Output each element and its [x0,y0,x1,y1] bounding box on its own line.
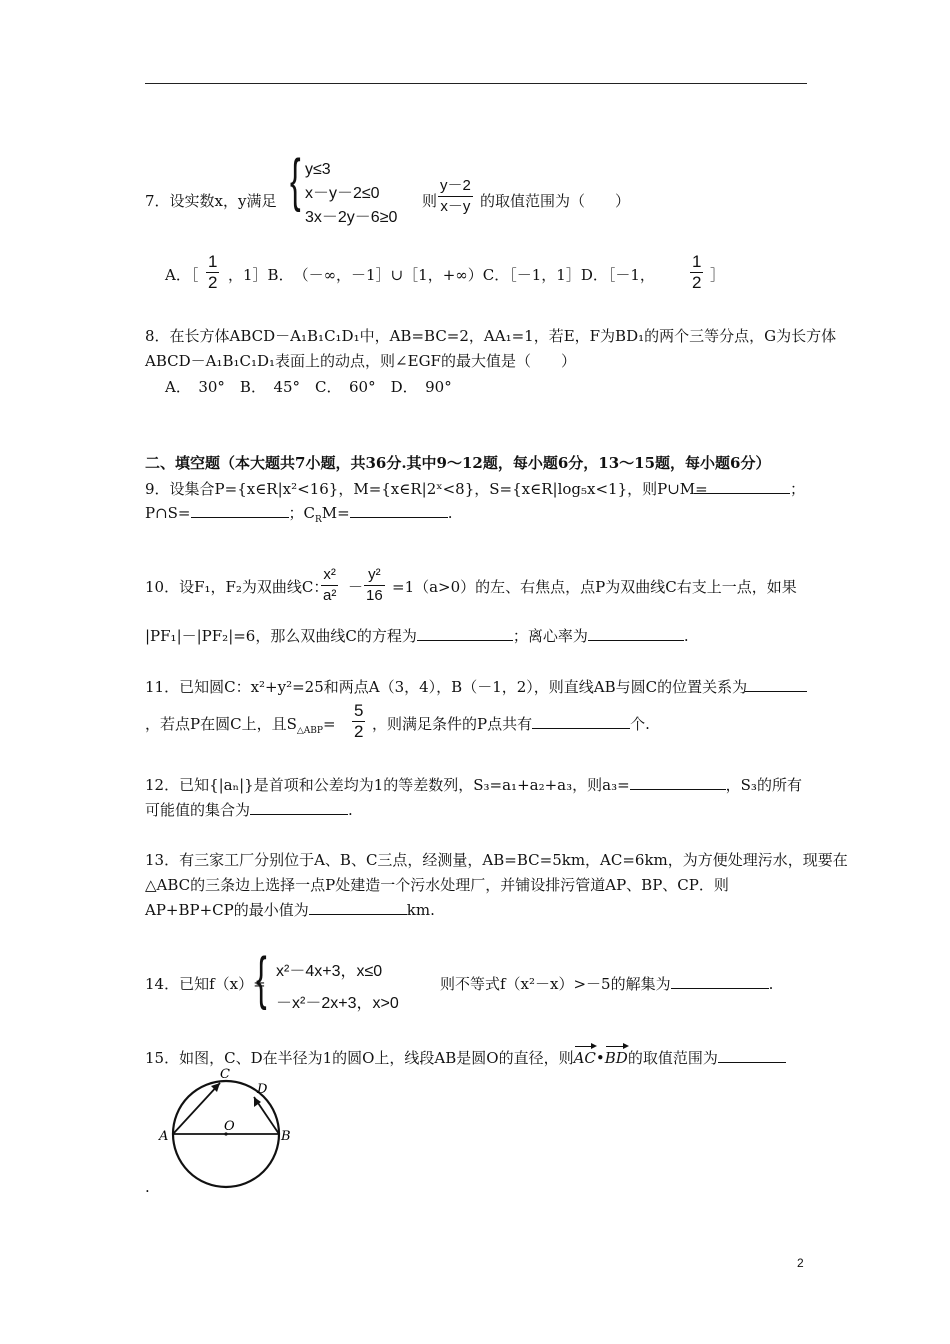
q11-f-den: 2 [354,722,364,741]
q7-opt-d-post: ］ [710,266,726,284]
q13-min-label: AP+BP+CP的最小值为 [145,901,309,919]
q11-line-2-a [145,713,336,736]
q9-c-sub: R [315,515,322,525]
q14-post-text: 则不等式f（x²－x）>－5的解集为 [440,975,671,993]
q7-sys-line-1: y≤3 [305,161,331,178]
q11-end: 个. [630,715,650,733]
q11-f-num: 5 [354,701,364,720]
q10-post: =1（a>0）的左、右焦点，点P为双曲线C右支上一点，如果 [392,578,797,596]
q12-set-label: 可能值的集合为 [145,801,251,819]
q10-blank-2[interactable] [588,625,684,641]
q9-blank-3[interactable] [350,502,448,518]
q7-brace: { [290,148,301,213]
q10-eccentricity-label: ；离心率为 [512,627,588,645]
q13-line-2: △ABC的三条边上选择一点P处建造一个污水处理厂，并铺设排污管道AP、BP、CP．则 [145,876,729,894]
q7-frac-num: y－2 [438,176,473,197]
q14-pre: 14．已知f（x）= [145,975,266,993]
q15-circle-figure [150,1062,310,1192]
q9-semi: ； [790,480,806,498]
q12-blank-1[interactable] [630,774,726,790]
q15-stem: 15．如图，C、D在半径为1的圆O上，线段AB是圆O的直径，则 [145,1049,574,1067]
q10-end: . [683,627,689,645]
q15-tail: 的取值范围为 [627,1049,718,1067]
q7-frac-den: x－y [440,198,471,215]
q14-cases [276,956,399,1020]
q11-blank-1-wrap [745,676,807,696]
q7-opt-a-half [206,252,219,293]
q10-pre: 10．设F₁，F₂为双曲线C： [145,578,329,596]
q8-line-2: ABCD－A₁B₁C₁D₁表面上的动点，则∠EGF的最大值是（ ） [145,352,576,370]
q12-line-2 [145,799,353,820]
q11-eq: = [322,715,336,733]
q14-brace: { [256,946,267,1011]
q14-end: . [768,975,774,993]
q9-end: . [447,504,453,522]
q10-frac-1 [321,565,338,606]
q7-half-num-d: 1 [692,252,702,271]
q7-half-den-a: 2 [208,273,218,292]
q9-c-label: ；C [288,504,315,522]
label-o: O [224,1119,235,1134]
q10-f2-den: 16 [366,587,383,604]
q7-system [305,158,397,230]
q11-s-label: ，若点P在圆C上，且S [145,715,297,733]
q7-sys-line-3: 3x－2y－6≥0 [305,209,398,226]
q10-frac-2 [364,565,385,606]
q10-blank-1[interactable] [417,625,513,641]
q13-line-3 [145,899,435,920]
q8-options: A． 30° B． 45° C． 60° D． 90° [165,378,452,396]
q13-end: km. [406,901,435,919]
q12-s3-label: ，S₃的所有 [725,776,802,794]
q11-blank-2[interactable] [532,713,630,729]
label-b: B [281,1129,291,1144]
q9-line-2 [145,502,453,525]
q11-line-2-b [372,713,650,734]
q10-f1-den: a² [323,587,337,604]
q14-blank[interactable] [671,973,769,989]
q11-count-label: ，则满足条件的P点共有 [372,715,533,733]
label-d: D [257,1082,268,1097]
q11-line-1: 11．已知圆C：x²+y²=25和两点A（3，4），B（－1，2），则直线AB与圆C的位置关系为 [145,678,748,696]
q7-half-num-a: 1 [208,252,218,271]
q15-dot: • [595,1049,605,1067]
q11-frac [352,701,365,742]
q15-blank[interactable] [718,1047,786,1063]
q10-minus: － [348,578,364,596]
q12-blank-2[interactable] [250,799,348,815]
q9-blank-2[interactable] [191,502,289,518]
q9-blank-1-wrap [694,478,805,499]
q7-then: 则 [422,192,438,210]
header-rule [145,83,807,84]
q12-line-1 [145,774,802,795]
q13-line-1: 13．有三家工厂分别位于A、B、C三点，经测量，AB=BC=5km，AC=6km，为方便处理污水，现要在 [145,851,848,869]
q11-blank-1[interactable] [745,676,807,692]
q12-a3-label: 12．已知{|aₙ|}是首项和公差均为1的等差数列，S₃=a₁+a₂+a₃，则a₃= [145,776,630,794]
q9-blank-1[interactable] [694,478,790,494]
q9-line-1: 9．设集合P={x∈R|x²<16}，M={x∈R|2ˣ<8}，S={x∈R|log₅x<1}，则P∪M= [145,480,708,498]
q14-case-1: x²－4x+3，x≤0 [276,963,383,980]
q10-equation-label: |PF₁|－|PF₂|=6，那么双曲线C的方程为 [145,627,417,645]
q7-opt-a-pre: A．［ [165,266,199,284]
q12-end: . [348,801,353,819]
q11-s-sub: △ABP [296,726,323,736]
page-number: 2 [797,1256,804,1270]
q10-f1-num: x² [321,565,338,586]
q9-m-label: M= [321,504,350,522]
q7-sys-line-2: x－y－2≤0 [305,185,380,202]
q7-options: ，1］B． （－∞，－1］∪［1，+∞）C．［－1，1］D．［－1， [228,266,655,284]
q15-vector-bd: BD [604,1049,628,1067]
q8-line-1: 8．在长方体ABCD－A₁B₁C₁D₁中，AB=BC=2，AA₁=1，若E，F为BD₁的两个三等分点，G为长方体 [145,327,837,345]
q7-opt-d-half [690,252,703,293]
q14-case-2: －x²－2x+3，x>0 [276,995,399,1012]
q10-line-2 [145,625,689,646]
q7-tail: 的取值范围为（ ） [480,192,631,210]
q10-f2-num: y² [364,565,385,586]
section-2-heading: 二、填空题（本大题共7小题，共36分.其中9～12题，每小题6分，13～15题，每小题6分） [145,454,771,472]
q7-half-den-d: 2 [692,273,702,292]
q15-end-dot: . [145,1178,150,1196]
label-a: A [159,1129,169,1144]
q15-vector-ac: AC [573,1049,596,1067]
label-c: C [220,1067,230,1082]
q9-ps-label: P∩S= [145,504,191,522]
q7-fraction [438,176,473,217]
q14-post [440,973,773,994]
q13-blank[interactable] [309,899,407,915]
q7-stem: 7．设实数x，y满足 [145,192,277,210]
